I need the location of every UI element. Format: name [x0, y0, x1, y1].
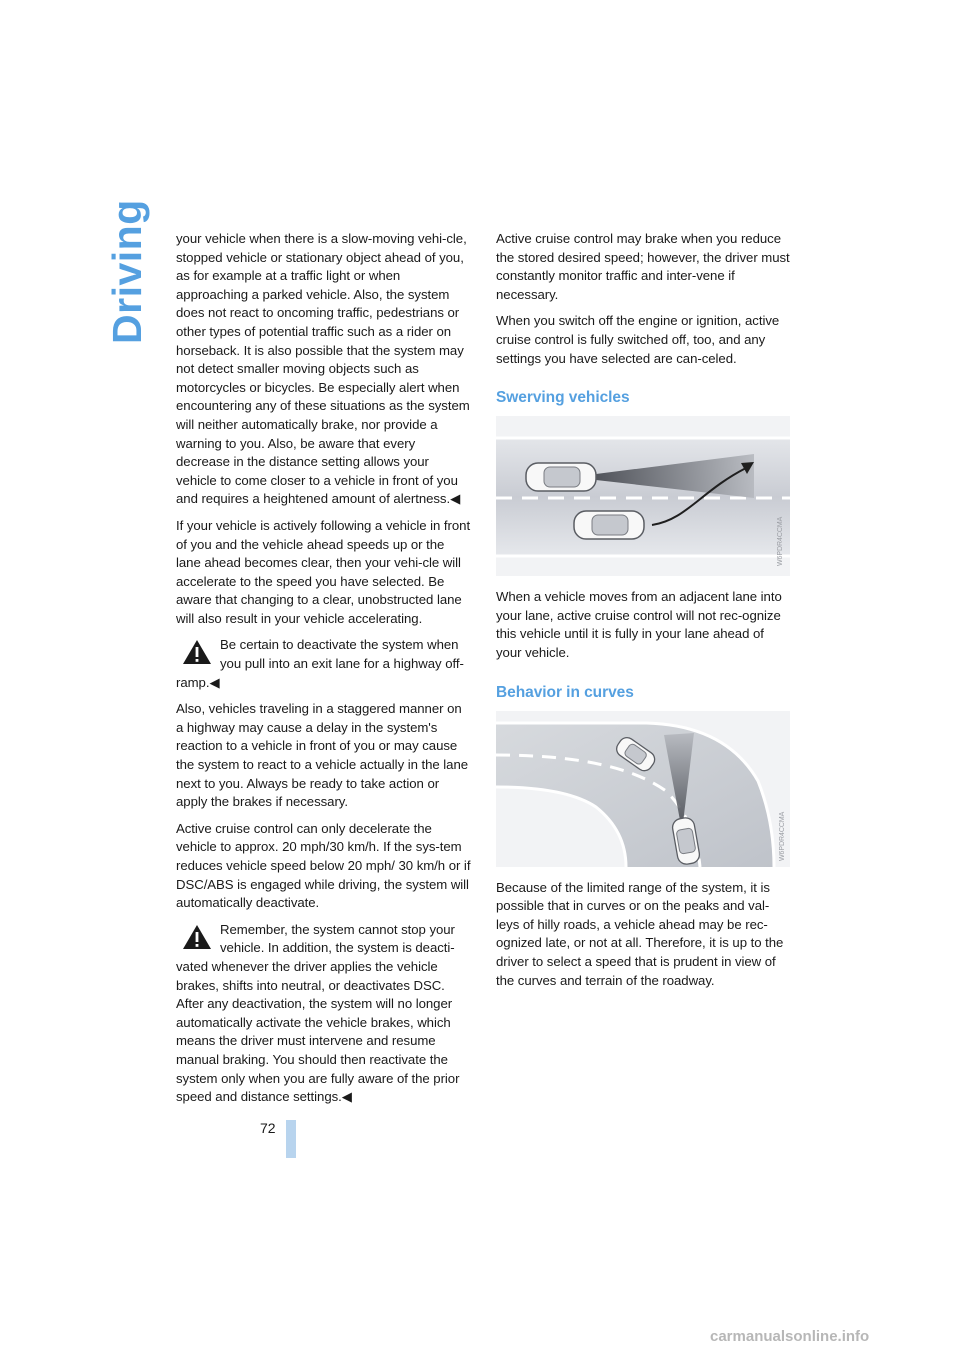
- paragraph: If your vehicle is actively following a vehicle in front of you and the vehicle ahead speeds up or the lane ahead becomes clear, then your vehi-cle will accelerate to the speed you have selected. Be aware that changing to a clear, unobstructed lane will also result in your vehicle accelerating.: [176, 517, 471, 626]
- warning-text: Be certain to deactivate the system when you pull into an exit lane for a highway off-: [220, 637, 464, 672]
- section-title-text: Driving: [104, 199, 150, 344]
- figure-code: W6PDR4CCMA: [779, 811, 786, 861]
- warning-text: Remember, the system cannot stop your vehicle. In addition, the system is deacti-: [220, 921, 455, 956]
- car-ahead: [526, 463, 596, 491]
- right-column: [496, 230, 792, 998]
- figure-code: W6PDR4CCMA: [777, 516, 784, 567]
- warning-note: [176, 921, 472, 1107]
- warning-text-continued: ramp.◀: [176, 674, 220, 690]
- paragraph: your vehicle when there is a slow-moving vehi-cle, stopped vehicle or stationary object ahead of you, as for example at a traffic light or when approaching a parked vehicle. Also, the system does not react to oncoming traffic, pedestrians or other types of potential traffic such as a rider on horseback. It is also possible that the system may not detect smaller moving objects such as motorcycles or bicycles. Be especially alert when encountering any of these situations as the system will neither automatically brake, nor provide a warning to you. Also, be aware that every decrease in the distance setting allows your vehicle to come closer to a vehicle in front of you and requires a heightened amount of alertness.◀: [176, 231, 470, 507]
- paragraph: Because of the limited range of the system, it is possible that in curves or on the peaks and val-leys of hilly roads, a vehicle ahead may be rec-ognized late, or not at all. Therefore, it is up to the driver to select a speed that is prudent in view of the curves and terrain of the roadway.: [496, 879, 784, 988]
- paragraph: When you switch off the engine or ignition, active cruise control is fully switched off, too, and any settings you have selected are can-celed.: [496, 313, 780, 366]
- warning-text-continued: vated whenever the driver applies the vehicle brakes, shifts into neutral, or deactivates DSC. After any deactivation, the system will no longer automatically activate the vehicle brakes, which means the driver must intervene and resume manual braking. You should then reactivate the system only when you are fully aware of the prior speed and distance settings.◀: [176, 958, 460, 1105]
- section-title: [96, 199, 156, 352]
- heading-swerving-vehicles: Swerving vehicles: [496, 389, 630, 407]
- paragraph: Also, vehicles traveling in a staggered manner on a highway may cause a delay in the system's reaction to a vehicle in front of you or may cause the system to react to a vehicle actually in the lane next to you. Always be ready to take action or apply the brakes if necessary.: [176, 701, 469, 810]
- left-column: [176, 230, 472, 1115]
- paragraph: When a vehicle moves from an adjacent lane into your lane, active cruise control will not rec-ognize this vehicle until it is fully in your lane ahead of your vehicle.: [496, 589, 782, 660]
- heading-behavior-in-curves: Behavior in curves: [496, 683, 634, 701]
- page-number-bar: [286, 1120, 296, 1158]
- paragraph: Active cruise control may brake when you reduce the stored desired speed; however, the driver must constantly monitor traffic and inter-vene if necessary.: [496, 231, 790, 302]
- swerving-vehicles-illustration: [496, 416, 790, 576]
- car-swerving: [574, 511, 644, 539]
- watermark: carmanualsonline.info: [710, 1328, 870, 1345]
- paragraph: Active cruise control can only decelerate the vehicle to approx. 20 mph/30 km/h. If the sys-tem reduces vehicle speed below 20 mph/ 30 km/h or if DSC/ABS is engaged while driving, the system will automatically deactivate.: [176, 820, 471, 911]
- warning-triangle-icon: [182, 639, 212, 665]
- warning-triangle-icon: [182, 924, 212, 950]
- page-number: 72: [260, 1120, 276, 1136]
- curves-illustration: [496, 711, 790, 867]
- warning-note: [176, 636, 472, 692]
